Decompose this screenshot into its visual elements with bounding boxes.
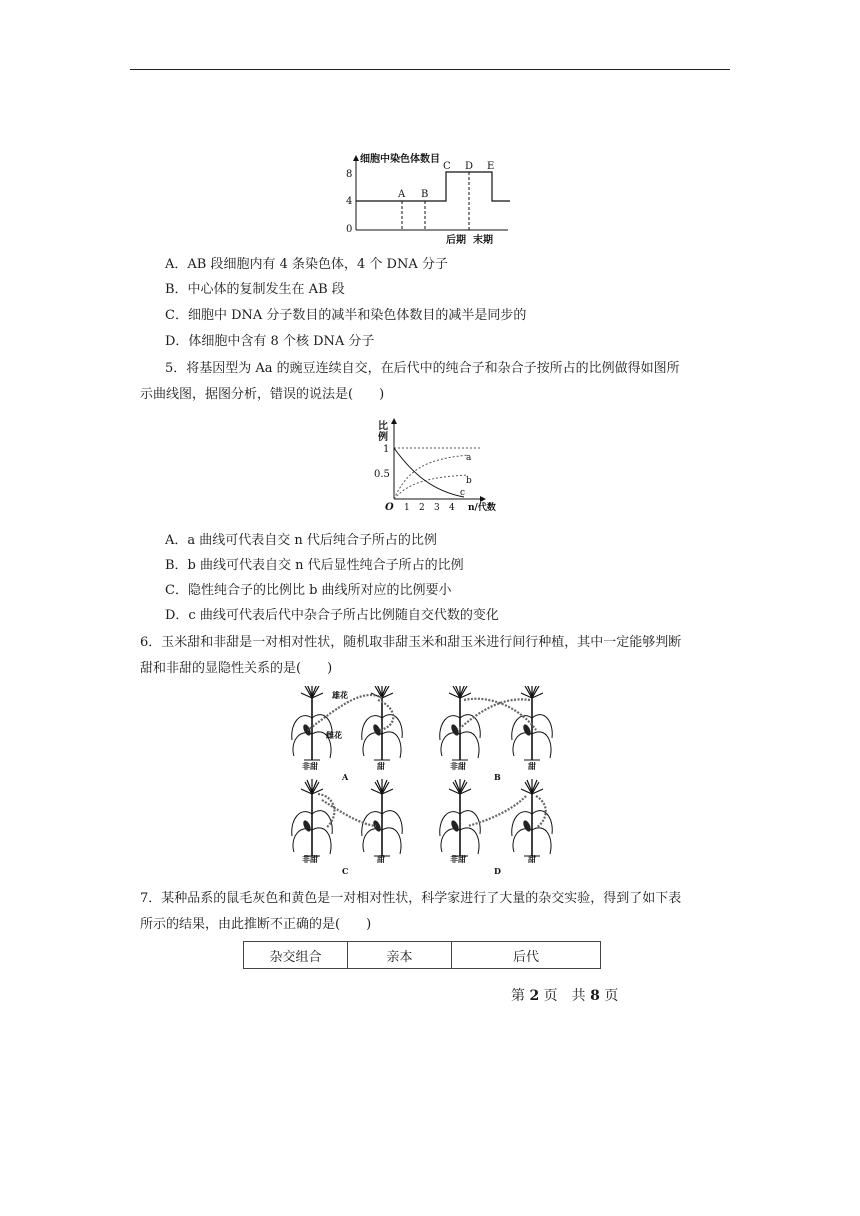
male-flower-label: 雄花 <box>332 690 348 700</box>
graph1-ylabel: 细胞中染色体数目 <box>360 154 440 165</box>
panel-b <box>440 686 553 782</box>
cross-result-table <box>243 941 601 969</box>
graph1-point-b: B <box>421 189 429 200</box>
graph1-xlabel-telophase: 末期 <box>473 235 493 245</box>
panel-c-left-label: 非甜 <box>302 854 318 864</box>
panel-d-left-label: 非甜 <box>450 854 466 864</box>
q5-option-c: C．隐性纯合子的比例比 b 曲线所对应的比例要小 <box>165 583 452 598</box>
graph2-xtick-4: 4 <box>449 503 455 513</box>
corn-pollination-figure <box>282 686 564 878</box>
panel-a-left-label: 非甜 <box>302 761 318 771</box>
table-header-offspring: 后代 <box>452 942 601 969</box>
panel-a-right-label: 甜 <box>377 761 385 771</box>
panel-d <box>440 779 553 876</box>
panel-b-left-label: 非甜 <box>450 761 466 771</box>
q6-stem-line2: 甜和非甜的显隐性关系的是( ) <box>140 661 333 676</box>
graph2-ylabel-1: 比 <box>378 421 388 432</box>
graph2-curve-a: a <box>466 453 472 463</box>
q4-option-d: D．体细胞中含有 8 个核 DNA 分子 <box>165 334 375 349</box>
q6-stem-line1: 6．玉米甜和非甜是一对相对性状，随机取非甜玉米和甜玉米进行间行种植，其中一定能够判断 <box>140 635 682 650</box>
footer-prefix: 第 <box>511 988 525 1004</box>
panel-c <box>292 779 403 876</box>
graph1-xlabel-anaphase: 后期 <box>446 235 466 245</box>
graph2-curve-c: c <box>460 488 466 498</box>
q4-option-c: C．细胞中 DNA 分子数目的减半和染色体数目的减半是同步的 <box>165 308 527 323</box>
panel-d-letter: D <box>494 866 501 876</box>
q5-option-a: A．a 曲线可代表自交 n 代后纯合子所占的比例 <box>165 533 437 548</box>
q7-stem-line2: 所示的结果，由此推断不正确的是( ) <box>140 917 372 932</box>
panel-c-letter: C <box>342 866 349 876</box>
graph2-ytick-05: 0.5 <box>374 469 390 480</box>
table-header-cross: 杂交组合 <box>244 942 348 969</box>
graph1-point-d: D <box>465 161 474 172</box>
q7-stem-line1: 7．某种品系的鼠毛灰色和黄色是一对相对性状，科学家进行了大量的杂交实验，得到了如下表 <box>140 891 682 906</box>
ratio-curve-graph <box>368 413 508 515</box>
graph2-xlabel: n/代数 <box>468 503 496 513</box>
panel-b-right-label: 甜 <box>528 761 536 771</box>
panel-b-letter: B <box>494 772 501 782</box>
footer-page-number: 2 <box>529 988 540 1004</box>
panel-c-right-label: 甜 <box>377 854 385 864</box>
q5-stem-line1: 5．将基因型为 Aa 的豌豆连续自交，在后代中的纯合子和杂合子按所占的比例做得如图所 <box>165 361 680 376</box>
graph1-point-a: A <box>398 189 406 200</box>
table-header-row <box>244 942 601 969</box>
header-rule <box>130 69 730 70</box>
graph2-xtick-2: 2 <box>419 503 425 513</box>
q4-option-a: A．AB 段细胞内有 4 条染色体，4 个 DNA 分子 <box>165 257 448 272</box>
graph2-origin: O <box>385 502 394 513</box>
panel-a-letter: A <box>342 772 349 782</box>
q5-option-d: D．c 曲线可代表后代中杂合子所占比例随自交代数的变化 <box>165 608 499 623</box>
graph2-xtick-3: 3 <box>434 503 440 513</box>
panel-d-right-label: 甜 <box>528 854 536 864</box>
q5-stem-line2: 示曲线图，据图分析，错误的说法是( ) <box>140 387 385 402</box>
graph2-ytick-1: 1 <box>383 444 390 455</box>
female-flower-label: 雌花 <box>326 730 342 740</box>
page-footer <box>511 985 618 1005</box>
graph2-ylabel-2: 例 <box>378 432 388 443</box>
q5-option-b: B．b 曲线可代表自交 n 代后显性纯合子所占的比例 <box>165 558 464 573</box>
footer-total-pages: 8 <box>590 988 600 1004</box>
panel-a <box>292 686 403 782</box>
graph2-xtick-1: 1 <box>404 503 410 513</box>
graph1-ytick-0: 0 <box>346 224 353 235</box>
footer-mid: 页 共 <box>543 988 586 1004</box>
table-header-parents: 亲本 <box>348 942 452 969</box>
graph1-ytick-8: 8 <box>346 169 353 180</box>
footer-suffix: 页 <box>604 988 619 1004</box>
graph2-curve-b: b <box>466 476 472 486</box>
graph1-point-c: C <box>443 161 451 172</box>
q4-option-b: B．中心体的复制发生在 AB 段 <box>165 282 345 297</box>
graph1-point-e: E <box>487 161 495 172</box>
graph1-ytick-4: 4 <box>346 196 353 207</box>
chromosome-graph <box>340 150 520 245</box>
